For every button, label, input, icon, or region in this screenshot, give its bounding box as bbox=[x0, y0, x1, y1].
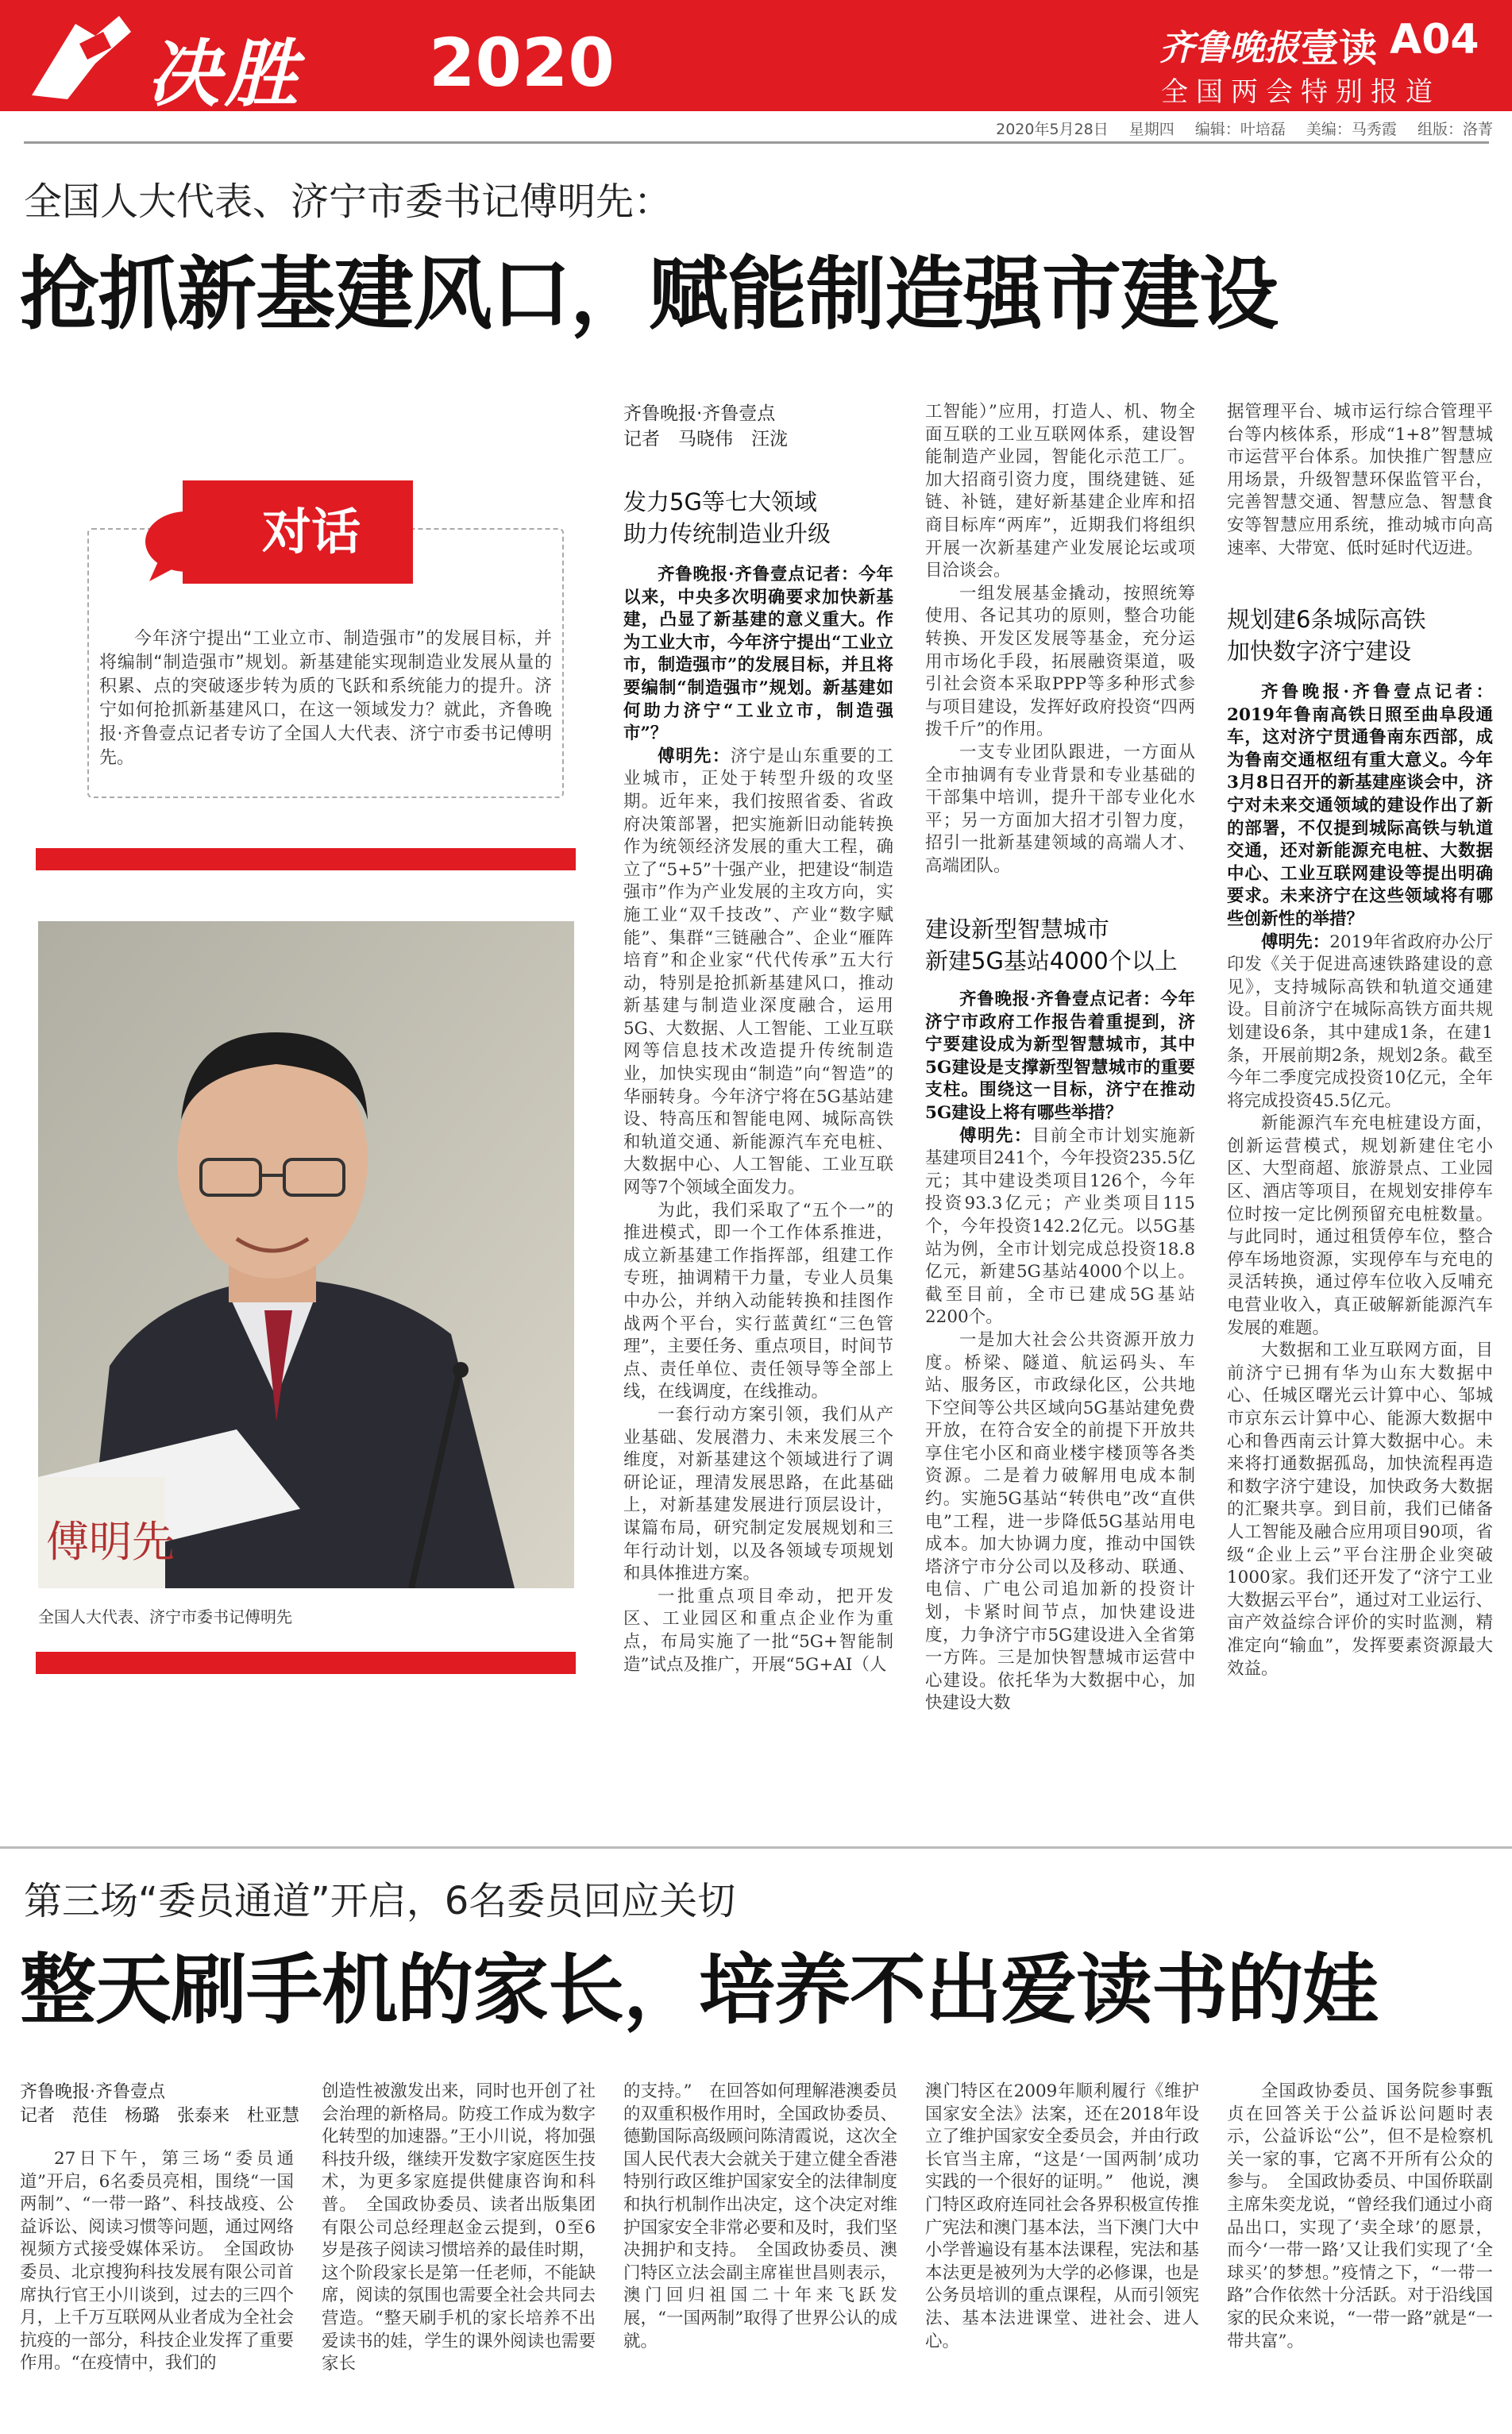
article1-column-2-bottom bbox=[925, 989, 1195, 1791]
art-editor-credit: 美编：马秀霞 bbox=[1306, 121, 1397, 138]
article1-headline: 抢抓新基建风口，赋能制造强市建设 bbox=[20, 248, 1278, 341]
dateline bbox=[977, 118, 1493, 139]
newspaper-brand: 齐鲁晚报 bbox=[1159, 28, 1299, 68]
article2-col3-text: 的支持。” 在回答如何理解港澳委员的双重积极作用时，全国政协委员、德勤国际高级顾问陈清霞说，这次全国人民代表大会就关于建立健全香港特别行政区维护国家安全的法律制度和执行机制作出决定，这个决定对维护国家安全非常必要和及时，我们坚决拥护和支持。 全国政协委员、澳门特区立法会副主席崔世昌则表示，澳门回归祖国二十年来飞跃发展，“一国两制”取得了世界公认的成就。 bbox=[623, 2081, 897, 2351]
nameplate-text: 傅明先 bbox=[46, 1517, 175, 1567]
masthead-logo: 决胜 bbox=[147, 32, 303, 117]
col1-para-3: 一套行动方案引领，我们从产业基础、发展潜力、未来发展三个维度，对新基建这个领域进行了调研论证，理清发展思路，在此基础上，对新基建发展进行顶层设计，谋篇布局，研究制定发展规划和三年行动计划，以及各领域专项规划和具体推进方案。 bbox=[623, 1404, 893, 1584]
a3-lead: 傅明先： bbox=[1261, 932, 1330, 952]
article2-column-3 bbox=[623, 2081, 897, 2426]
article2-byline-reporters: 记者 范佳 杨璐 张泰来 杜亚慧 bbox=[20, 2106, 300, 2126]
article2-col4-text: 澳门特区在2009年顺利履行《维护国家安全法》法案，还在2018年设立了维护国家安全委员会，并由行政长官当主席，“这是‘一国两制’成功实践的一个很好的证明。” 他说，澳门特区政府连同社会各界积极宣传推广宪法和澳门基本法，当下澳门大中小学普遍设有基本法课程，宪法和基本法更是被列为大学的必修课，也是公务员培训的重点课程，从而引领宪法、基本法进课堂、进社会、进人心。 bbox=[925, 2081, 1199, 2351]
red-divider-top bbox=[36, 848, 576, 870]
col2-para-4: 一是加大社会公共资源开放力度。桥梁、隧道、航运码头、车站、服务区，市政绿化区，公共地下空间等公共区域向5G基站建免费开放，在符合安全的前提下开放共享住宅小区和商业楼宇楼顶等各类资源。二是着力破解用电成本制约。实施5G基站“转供电”改“直供电”工程，进一步降低5G基站用电成本。加大协调力度，推动中国铁塔济宁市分公司以及移动、联通、电信、广电公司追加新的投资计划，卡紧时间节点，加快建设进度，力争济宁市5G建设进入全省第一方阵。三是加快智慧城市运营中心建设。依托华为大数据中心，加快建设大数 bbox=[925, 1329, 1195, 1714]
byline-org: 齐鲁晚报·齐鲁壹点 bbox=[623, 403, 776, 424]
article2-byline-org: 齐鲁晚报·齐鲁壹点 bbox=[20, 2082, 165, 2102]
q1-text: 齐鲁晚报·齐鲁壹点记者：今年以来，中央多次明确要求加快新基建，凸显了新基建的意义重大。作为工业大市，今年济宁提出“工业立市，制造强市”的发展目标，并且将要编制“制造强市”规划。新基建如何助力济宁“工业立市，制造强市”？ bbox=[623, 565, 893, 744]
col1-para-2: 为此，我们采取了“五个一”的推进模式，即一个工作体系推进，成立新基建工作指挥部，组建工作专班，抽调精干力量，专业人员集中办公，并纳入动能转换和挂图作战两个平台，实行蓝黄红“三色管理”，主要任务、重点项目，时间节点、责任单位、责任领导等全部上线，在线调度，在线推动。 bbox=[623, 1200, 893, 1402]
col3-para-3: 大数据和工业互联网方面，目前济宁已拥有华为山东大数据中心、任城区曙光云计算中心、邹城市京东云计算中心、能源大数据中心和鲁西南云计算大数据中心。未来将打通数据孤岛，加快流程再造和数字济宁建设，加快政务大数据的汇聚共享。到目前，我们已储备人工智能及融合应用项目90项，省级“企业上云”平台注册企业突破1000家。我们还开发了“济宁工业大数据云平台”，通过对工业运行、亩产效益综合评价的实时监测，精准定向“输血”，发挥要素资源最大效益。 bbox=[1227, 1340, 1493, 1679]
q3-text: 齐鲁晚报·齐鲁壹点记者：2019年鲁南高铁日照至曲阜段通车，这对济宁贯通鲁南东西部，成为鲁南交通枢纽有重大意义。今年3月8日召开的新基建座谈会中，济宁对未来交通领域的建设作出了新的部署，不仅提到城际高铁与轨道交通，还对新能源充电桩、大数据中心、工业互联网建设等提出明确要求。未来济宁在这些领域将有哪些创新性的举措？ bbox=[1227, 682, 1493, 929]
subhead-3 bbox=[1227, 604, 1425, 667]
dialog-intro-text: 今年济宁提出“工业立市、制造强市”的发展目标，并将编制“制造强市”规划。新基建能实现制造业发展从量的积累、点的突破逐步转为质的飞跃和系统能力的提升。济宁如何抢抓新基建风口，在这一领域发力？就此，齐鲁晚报·齐鲁壹点记者专访了全国人大代表、济宁市委书记傅明先。 bbox=[99, 629, 552, 768]
subhead-2-line2: 新建5G基站4000个以上 bbox=[925, 947, 1178, 974]
masthead bbox=[0, 0, 1512, 117]
a3-text: 2019年省政府办公厅印发《关于促进高速铁路建设的意见》，支持城际高铁和轨道交通建设。目前济宁在城际高铁方面共规划建设6条，其中建成1条，在建1条，开展前期2条，规划2条。截至今年二季度完成投资10亿元，全年将完成投资45.5亿元。 bbox=[1227, 932, 1493, 1111]
article2-column-1 bbox=[20, 2148, 294, 2426]
byline-reporters: 记者 马晓伟 汪泷 bbox=[623, 429, 788, 449]
article2-col1-text: 27日下午，第三场“委员通道”开启，6名委员亮相，围绕“一国两制”、“一带一路”、科技战疫、公益诉讼、阅读习惯等问题，通过网络视频方式接受媒体采访。 全国政协委员、北京搜狗科技发展有限公司首席执行官王小川谈到，过去的三四个月，上千万互联网从业者成为全社会抗疫的一部分，科技企业发挥了重要作用。“在疫情中，我们的 bbox=[20, 2149, 294, 2374]
article1-byline bbox=[623, 401, 788, 452]
col2-para-3: 一支专业团队跟进，一方面从全市抽调有专业背景和专业基础的干部集中培训，提升干部专业化水平；另一方面加大招才引智力度，招引一批新基建领域的高端人才、高端团队。 bbox=[925, 742, 1195, 876]
col1-para-4: 一批重点项目牵动，把开发区、工业园区和重点企业作为重点，布局实施了一批“5G+智能制造”试点及推广，开展“5G+AI（人 bbox=[623, 1586, 893, 1675]
section-name: 壹读 bbox=[1301, 26, 1378, 71]
subhead-1-line2: 助力传统制造业升级 bbox=[623, 520, 831, 547]
col3-para-1: 据管理平台、城市运行综合管理平台等内核体系，形成“1+8”智慧城市运营平台体系。加快推广智慧应用场景，升级智慧环保监管平台，完善智慧交通、智慧应急、智慧食安等智慧应用系统，推动城市向高速率、大带宽、低时延时代迈进。 bbox=[1227, 402, 1493, 558]
dialog-tag: 对话 bbox=[183, 480, 413, 584]
layout-credit: 组版：洛菁 bbox=[1417, 121, 1493, 138]
article2-col2-text: 创造性被激发出来，同时也开创了社会治理的新格局。防疫工作成为数字化转型的加速器。”王小川说，将加强科技升级，继续开发数字家庭医生技术，为更多家庭提供健康咨询和科普。 全国政协委员、读者出版集团有限公司总经理赵金云提到，0至6岁是孩子阅读习惯培养的最佳时期，这个阶段家长是第一任老师，不能缺席，阅读的氛围也需要全社会共同去营造。“整天刷手机的家长培养不出爱读书的娃，学生的课外阅读也需要家长 bbox=[322, 2081, 596, 2374]
portrait-photo bbox=[38, 921, 574, 1588]
q2-text: 齐鲁晚报·齐鲁壹点记者：今年济宁市政府工作报告着重提到，济宁要建设成为新型智慧城市，其中5G建设是支撑新型智慧城市的重要支柱。围绕这一目标，济宁在推动5G建设上将有哪些举措？ bbox=[925, 989, 1195, 1123]
subhead-1-line1: 发力5G等七大领域 bbox=[623, 488, 817, 515]
photo-caption: 全国人大代表、济宁市委书记傅明先 bbox=[38, 1607, 292, 1626]
editor-credit: 编辑：叶培磊 bbox=[1194, 121, 1286, 138]
article2-column-5 bbox=[1227, 2081, 1493, 2426]
issue-weekday: 星期四 bbox=[1128, 121, 1174, 138]
masthead-year: 2020 bbox=[429, 24, 615, 102]
a2-text: 目前全市计划实施新基建项目241个，今年投资235.5亿元；其中建设类项目126个，今年投资93.3亿元；产业类项目115个，今年投资142.2亿元。以5G基站为例，全市计划完成总投资18.8亿元，新建5G基站4000个以上。截至目前，全市已建成5G基站2200个。 bbox=[925, 1125, 1195, 1328]
article2-headline: 整天刷手机的家长，培养不出爱读书的娃 bbox=[20, 1946, 1378, 2035]
subhead-3-line2: 加快数字济宁建设 bbox=[1227, 638, 1412, 665]
fist-emblem-icon bbox=[0, 0, 147, 111]
issue-date: 2020年5月28日 bbox=[996, 121, 1109, 138]
col3-para-2: 新能源汽车充电桩建设方面，创新运营模式，规划新建住宅小区、大型商超、旅游景点、工业园区、酒店等项目，在规划安排停车位时按一定比例预留充电桩数量。与此同时，通过租赁停车位，整合停车场地资源，实现停车与充电的灵活转换，通过停车位收入反哺充电营业收入，真正破解新能源汽车发展的难题。 bbox=[1227, 1113, 1493, 1338]
page-number: A04 bbox=[1390, 16, 1479, 64]
masthead-subtitle: 全国两会特别报道 bbox=[1161, 76, 1441, 108]
article1-column-1 bbox=[623, 564, 893, 1791]
article1-column-3-top bbox=[1227, 401, 1493, 592]
red-divider-bottom bbox=[36, 1652, 576, 1674]
article2-kicker: 第三场“委员通道”开启，6名委员回应关切 bbox=[24, 1879, 736, 1923]
subhead-2 bbox=[925, 913, 1178, 977]
subhead-1 bbox=[623, 486, 831, 550]
article2-column-2 bbox=[322, 2081, 596, 2426]
article1-kicker: 全国人大代表、济宁市委书记傅明先： bbox=[24, 179, 673, 224]
article2-column-4 bbox=[925, 2081, 1199, 2426]
article2-col5-text: 全国政协委员、国务院参事甄贞在回答关于公益诉讼问题时表示，公益诉讼“公”，但不是检察机关一家的事，它离不开所有公众的参与。 全国政协委员、中国侨联副主席朱奕龙说，“曾经我们通过小商品出口，实现了‘卖全球’的愿景，而今‘一带一路’又让我们实现了‘全球买’的梦想。”疫情之下，“一带一路”合作依然十分活跃。对于沿线国家的民众来说，“一带一路”就是“一带共富”。 bbox=[1227, 2081, 1493, 2351]
article1-column-3-bottom bbox=[1227, 681, 1493, 1791]
a1-lead: 傅明先： bbox=[658, 746, 731, 766]
article2-byline bbox=[20, 2081, 299, 2128]
article1-column-2-top bbox=[925, 401, 1195, 925]
a1-text: 济宁是山东重要的工业城市，正处于转型升级的攻坚期。近年来，我们按照省委、省政府决策部署，把实施新旧动能转换作为统领经济发展的重大工程，确立了“5+5”十强产业，把建设“制造强市”作为产业发展的主攻方向，实施工业“双千技改”、产业“数字赋能”、集群“三链融合”、企业“雁阵培育”和企业家“代代传承”五大行动，特别是抢抓新基建风口，推动新基建与制造业深度融合，运用5G、大数据、人工智能、工业互联网等信息技术改造提升传统制造业，加快实现由“制造”向“智造”的华丽转身。今年济宁将在5G基站建设、特高压和智能电网、城际高铁和轨道交通、新能源汽车充电桩、大数据中心、人工智能、工业互联网等7个领域全面发力。 bbox=[623, 746, 893, 1198]
col2-para-1: 工智能）”应用，打造人、机、物全面互联的工业互联网体系，建设智能制造产业园，智能化示范工厂。加大招商引资力度，围绕建链、延链、补链，建好新基建企业库和招商目标库“两库”，近期我们将组织开展一次新基建产业发展论坛或项目洽谈会。 bbox=[925, 402, 1195, 581]
col2-para-2: 一组发展基金撬动，按照统筹使用、各记其功的原则，整合功能转换、开发区发展等基金，充分运用市场化手段，拓展融资渠道，吸引社会资本采取PPP等多种形式参与项目建设，发挥好政府投资“四两拨千斤”的作用。 bbox=[925, 583, 1195, 740]
header-divider bbox=[24, 141, 1489, 144]
subhead-2-line1: 建设新型智慧城市 bbox=[925, 916, 1110, 943]
section-divider bbox=[0, 1846, 1512, 1849]
subhead-3-line1: 规划建6条城际高铁 bbox=[1227, 606, 1426, 633]
a2-lead: 傅明先： bbox=[959, 1125, 1032, 1146]
